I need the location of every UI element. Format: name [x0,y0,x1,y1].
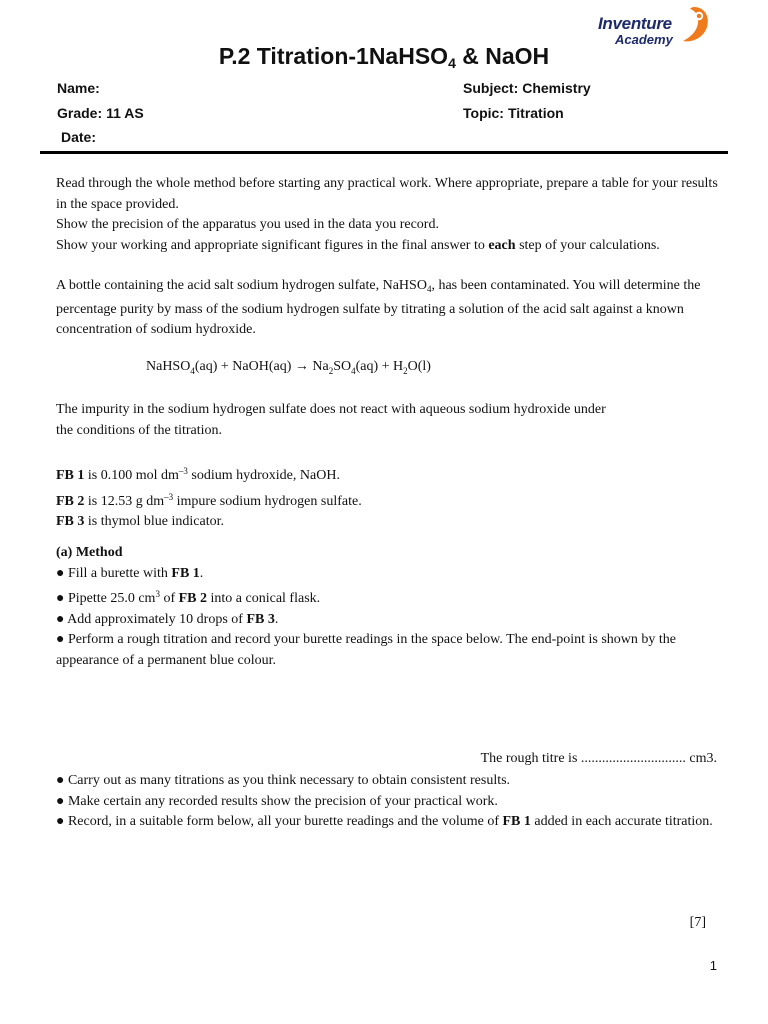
grade-field: Grade: 11 AS [57,105,144,121]
method-step-4: ● Perform a rough titration and record your burette readings in the space below. The end-point is shown by the appearance of a permanent blue colour. [56,632,677,668]
header-divider [40,151,728,154]
marks-allocation: [7] [689,915,706,930]
method-step-2: ● Pipette 25.0 $cm^3$ of FB 2 into a conical flask. [56,589,321,606]
inventure-academy-logo [598,5,714,47]
page-title: P.2 Titration-1NaHSO$_4$ & NaOH [218,43,550,71]
method-step-7: ● Record, in a suitable form below, all your burette readings and the volume of FB 1 added in each accurate titration. [56,814,713,829]
reagent-fb1: FB 1 is 0.100 mol $dm^{-3}$ sodium hydroxide, NaOH. [56,466,340,483]
reaction-equation: NaHSO$_4$(aq) + NaOH(aq) → $Na_2SO_4(aq) + H_2O(l)$ [146,359,431,376]
date-label: Date: [61,129,97,145]
instructions: Read through the whole method before starting any practical work. Where appropriate, prepare a table for your results in the space provided. Show the precision of the apparatus you used in the data you record. Show your working and appropriate significant figures in the final answer to each step of your calculations. [56,176,718,253]
logo-line2: Academy [615,32,673,47]
subject-field: Subject: Chemistry [463,80,591,96]
reagent-list [56,461,722,533]
method-continued [56,771,722,833]
reagent-fb2: FB 2 is 12.53 g $dm^{-3}$ impure sodium hydrogen sulfate. [56,491,362,509]
logo-line1: Inventure [598,14,672,33]
method-section [56,543,722,671]
topic-field: Topic: Titration [463,105,564,121]
reagent-fb3: FB 3 is thymol blue indicator. [56,514,224,529]
method-step-3: ● Add approximately 10 drops of FB 3. [56,611,279,627]
background-paragraph: A bottle containing the acid salt sodium hydrogen sulfate, NaHSO$_4$, has been contaminated. You will determine the percentage purity by mass of the sodium hydrogen sulfate by titrating a solution of the acid salt against a known concentration of sodium hydroxide. [56,278,701,337]
name-label: Name: [57,80,100,96]
method-step-1: ● Fill a burette with FB 1. [56,565,204,581]
method-step-5: ● Carry out as many titrations as you think necessary to obtain consistent results. [56,773,511,788]
method-step-6: ● Make certain any recorded results show the precision of your practical work. [56,793,498,809]
logo-swoosh-icon [677,5,711,45]
impurity-note: The impurity in the sodium hydrogen sulfate does not react with aqueous sodium hydroxide under the conditions of the titration. [56,402,606,438]
method-heading: (a) Method [56,545,123,560]
rough-titre-line: The rough titre is .............................. cm3. [480,751,717,766]
page-number: 1 [709,958,717,973]
